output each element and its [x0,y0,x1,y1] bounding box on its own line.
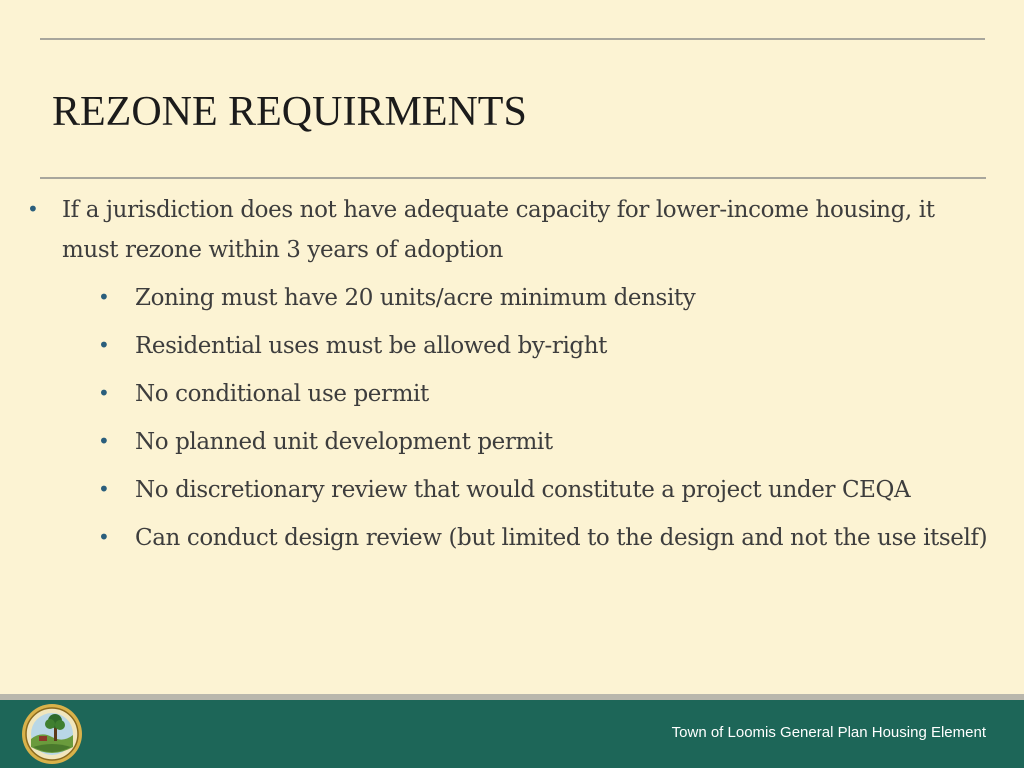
bullet-list [0,190,1024,558]
sub-bullet-item [0,326,1024,366]
title-divider [40,177,986,179]
bullet-dot-icon: • [98,429,110,453]
sub-bullet-text: Can conduct design review (but limited to the design and not the use itself) [135,525,988,551]
bullet-dot-icon: • [98,285,110,309]
bullet-dot-icon: • [27,197,39,221]
sub-bullet-item [0,470,1024,510]
sub-bullet-item [0,278,1024,318]
sub-bullet-text: No conditional use permit [135,381,429,407]
top-divider [40,38,985,40]
bullet-dot-icon: • [98,333,110,357]
footer-bar [0,700,1024,768]
sub-bullet-text: Residential uses must be allowed by-right [135,333,608,359]
bullet-text: If a jurisdiction does not have adequate capacity for lower-income housing, it must rezone within 3 years of adoption [62,197,935,263]
sub-bullet-text: No discretionary review that would constitute a project under CEQA [135,477,911,503]
town-seal-icon [21,703,83,765]
bullet-dot-icon: • [98,477,110,501]
slide-title: REZONE REQUIRMENTS [52,89,527,135]
sub-bullet-item [0,374,1024,414]
bullet-dot-icon: • [98,381,110,405]
sub-bullet-item [0,422,1024,462]
sub-bullet-item [0,518,1024,558]
bullet-item [0,190,1024,270]
sub-bullet-text: No planned unit development permit [135,429,553,455]
sub-bullet-text: Zoning must have 20 units/acre minimum density [135,285,696,311]
bullet-dot-icon: • [98,525,110,549]
footer-text: Town of Loomis General Plan Housing Element [671,724,986,741]
